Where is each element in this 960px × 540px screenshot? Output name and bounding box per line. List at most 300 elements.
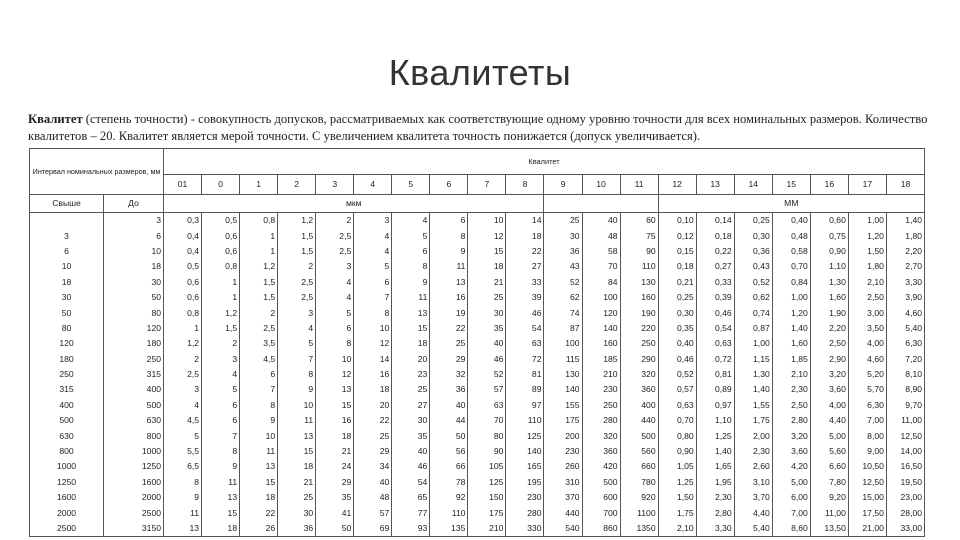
tolerance-value: 320 (582, 428, 620, 443)
tolerance-value: 10 (468, 213, 506, 229)
tolerance-value: 540 (544, 521, 582, 537)
tolerance-value: 0,52 (658, 367, 696, 382)
tolerance-value: 0,62 (734, 290, 772, 305)
tolerance-value: 11,00 (810, 505, 848, 520)
tolerance-value: 1,00 (772, 290, 810, 305)
tolerance-value: 84 (582, 275, 620, 290)
tolerance-value: 6 (240, 367, 278, 382)
tolerance-value: 18 (392, 336, 430, 351)
tolerance-value: 1,5 (278, 228, 316, 243)
tolerance-value: 175 (468, 505, 506, 520)
tolerance-value: 43 (544, 259, 582, 274)
tolerance-value: 4,60 (848, 352, 886, 367)
tolerance-value: 15 (202, 505, 240, 520)
tolerance-value: 4,40 (810, 413, 848, 428)
tolerance-value: 1,00 (734, 336, 772, 351)
tolerance-value: 15 (468, 244, 506, 259)
tolerance-value: 7 (278, 352, 316, 367)
tolerance-value: 5,20 (848, 367, 886, 382)
to-value: 800 (104, 428, 164, 443)
tolerance-value: 0,52 (734, 275, 772, 290)
tolerance-value: 24 (316, 459, 354, 474)
table-row (30, 428, 925, 443)
tolerance-value: 3,10 (734, 475, 772, 490)
tolerance-value: 2 (240, 305, 278, 320)
tolerance-value: 9,70 (886, 398, 924, 413)
tolerance-value: 105 (468, 459, 506, 474)
tolerance-value: 6,5 (164, 459, 202, 474)
tolerance-value: 13 (316, 382, 354, 397)
tolerance-value: 0,80 (658, 428, 696, 443)
tolerance-value: 0,40 (658, 336, 696, 351)
tolerance-value: 15 (278, 444, 316, 459)
tolerance-value: 0,22 (696, 244, 734, 259)
over-label: Свыше (30, 195, 104, 213)
tolerance-value: 3,50 (848, 321, 886, 336)
tolerance-value: 110 (430, 505, 468, 520)
tolerance-value: 0,25 (734, 213, 772, 229)
tolerance-value: 10 (354, 321, 392, 336)
tolerance-value: 250 (620, 336, 658, 351)
tolerance-value: 6 (392, 244, 430, 259)
tolerance-value: 4 (164, 398, 202, 413)
tolerance-value: 7 (354, 290, 392, 305)
tolerance-value: 5 (202, 382, 240, 397)
tolerance-value: 11 (240, 444, 278, 459)
tolerance-value: 0,70 (658, 413, 696, 428)
tolerance-value: 21 (468, 275, 506, 290)
tolerance-value: 1,75 (734, 413, 772, 428)
tolerance-value: 22 (354, 413, 392, 428)
tolerance-value: 6,60 (810, 459, 848, 474)
to-value: 3 (104, 213, 164, 229)
tolerance-value: 360 (620, 382, 658, 397)
tolerance-value: 330 (506, 521, 544, 537)
over-value: 18 (30, 275, 104, 290)
over-value: 3 (30, 228, 104, 243)
tolerance-value: 0,27 (696, 259, 734, 274)
tolerance-value: 3,90 (886, 290, 924, 305)
tolerance-value: 290 (620, 352, 658, 367)
tolerance-value: 155 (544, 398, 582, 413)
tolerance-value: 0,90 (810, 244, 848, 259)
tolerance-value: 16 (354, 367, 392, 382)
tolerance-value: 0,15 (658, 244, 696, 259)
tolerance-value: 28,00 (886, 505, 924, 520)
tolerance-value: 1,40 (772, 321, 810, 336)
tolerance-value: 4 (354, 228, 392, 243)
tolerance-value: 110 (620, 259, 658, 274)
tolerance-value: 52 (544, 275, 582, 290)
tolerance-value: 0,97 (696, 398, 734, 413)
tolerance-value: 5,40 (734, 521, 772, 537)
tolerance-value: 5 (392, 228, 430, 243)
tolerance-value: 7 (202, 428, 240, 443)
tolerance-value: 74 (544, 305, 582, 320)
tolerance-value: 125 (468, 475, 506, 490)
tolerance-value: 7,00 (772, 505, 810, 520)
qualitet-number: 5 (392, 175, 430, 195)
tolerance-value: 3,30 (886, 275, 924, 290)
to-value: 2000 (104, 490, 164, 505)
tolerance-value: 0,39 (696, 290, 734, 305)
tolerance-value: 2 (202, 336, 240, 351)
tolerance-value: 4 (278, 321, 316, 336)
tolerance-value: 0,3 (164, 213, 202, 229)
tolerance-value: 8 (278, 367, 316, 382)
unit-mm-label: ММ (658, 195, 924, 213)
qualitet-number: 3 (316, 175, 354, 195)
tolerance-value: 2,20 (886, 244, 924, 259)
tolerance-value: 3,30 (696, 521, 734, 537)
tolerance-value: 3,60 (772, 444, 810, 459)
qualitet-number: 6 (430, 175, 468, 195)
tolerance-value: 66 (430, 459, 468, 474)
tolerance-value: 165 (506, 459, 544, 474)
tolerance-value: 70 (582, 259, 620, 274)
tolerance-value: 15,00 (848, 490, 886, 505)
tolerance-value: 40 (468, 336, 506, 351)
tolerance-value: 0,8 (164, 305, 202, 320)
tolerance-value: 230 (544, 444, 582, 459)
tolerance-value: 18 (278, 459, 316, 474)
tolerance-value: 860 (582, 521, 620, 537)
tolerance-value: 4,00 (810, 398, 848, 413)
tolerance-value: 140 (544, 382, 582, 397)
tolerance-value: 16 (430, 290, 468, 305)
tolerance-value: 100 (544, 336, 582, 351)
tolerance-value: 135 (430, 521, 468, 537)
tolerance-value: 660 (620, 459, 658, 474)
tolerance-value: 30 (468, 305, 506, 320)
tolerance-value: 0,8 (240, 213, 278, 229)
tolerance-value: 6 (316, 321, 354, 336)
tolerance-value: 1,50 (658, 490, 696, 505)
tolerance-value: 6 (202, 413, 240, 428)
qualitet-number: 9 (544, 175, 582, 195)
description-term: Квалитет (28, 112, 83, 126)
tolerance-value: 5,60 (810, 444, 848, 459)
to-value: 6 (104, 228, 164, 243)
tolerance-table (29, 148, 925, 537)
tolerance-value: 8,10 (886, 367, 924, 382)
tolerance-value: 92 (430, 490, 468, 505)
tolerance-value: 210 (582, 367, 620, 382)
tolerance-value: 0,70 (772, 259, 810, 274)
tolerance-value: 2,70 (886, 259, 924, 274)
over-value: 400 (30, 398, 104, 413)
tolerance-value: 22 (430, 321, 468, 336)
tolerance-value: 89 (506, 382, 544, 397)
tolerance-value: 60 (620, 213, 658, 229)
tolerance-value: 5,40 (886, 321, 924, 336)
tolerance-value: 1,10 (696, 413, 734, 428)
tolerance-value: 4 (316, 290, 354, 305)
tolerance-value: 130 (544, 367, 582, 382)
tolerance-value: 2 (164, 352, 202, 367)
tolerance-value: 0,4 (164, 244, 202, 259)
qualitet-number: 18 (886, 175, 924, 195)
tolerance-value: 0,43 (734, 259, 772, 274)
tolerance-value: 0,58 (772, 244, 810, 259)
tolerance-value: 560 (620, 444, 658, 459)
tolerance-value: 21 (278, 475, 316, 490)
tolerance-value: 5 (354, 259, 392, 274)
tolerance-value: 56 (430, 444, 468, 459)
tolerance-value: 11 (430, 259, 468, 274)
over-value (30, 213, 104, 229)
qualitet-number: 01 (164, 175, 202, 195)
tolerance-value: 6 (354, 275, 392, 290)
tolerance-value: 4,5 (240, 352, 278, 367)
tolerance-value: 370 (544, 490, 582, 505)
to-value: 30 (104, 275, 164, 290)
tolerance-value: 27 (506, 259, 544, 274)
tolerance-value: 3,60 (810, 382, 848, 397)
tolerance-value: 1,2 (240, 259, 278, 274)
tolerance-value: 4 (354, 244, 392, 259)
qualitet-number: 2 (278, 175, 316, 195)
tolerance-value: 44 (430, 413, 468, 428)
tolerance-value: 190 (620, 305, 658, 320)
tolerance-value: 18 (506, 228, 544, 243)
tolerance-value: 600 (582, 490, 620, 505)
qualitet-number: 7 (468, 175, 506, 195)
tolerance-value: 5 (316, 305, 354, 320)
tolerance-value: 1,20 (772, 305, 810, 320)
tolerance-value: 1,40 (696, 444, 734, 459)
to-value: 630 (104, 413, 164, 428)
to-value: 1250 (104, 459, 164, 474)
tolerance-value: 21,00 (848, 521, 886, 537)
tolerance-value: 1,5 (240, 275, 278, 290)
tolerance-value: 0,8 (202, 259, 240, 274)
tolerance-value: 16,50 (886, 459, 924, 474)
tolerance-value: 310 (544, 475, 582, 490)
table-row (30, 305, 925, 320)
tolerance-value: 1,30 (734, 367, 772, 382)
tolerance-value: 250 (582, 398, 620, 413)
tolerance-value: 0,10 (658, 213, 696, 229)
tolerance-value: 150 (468, 490, 506, 505)
tolerance-value: 8 (392, 259, 430, 274)
tolerance-value: 0,30 (734, 228, 772, 243)
tolerance-value: 500 (620, 428, 658, 443)
tolerance-value: 185 (582, 352, 620, 367)
tolerance-value: 21 (316, 444, 354, 459)
tolerance-value: 1,85 (772, 352, 810, 367)
tolerance-value: 195 (506, 475, 544, 490)
tolerance-value: 1350 (620, 521, 658, 537)
tolerance-value: 120 (582, 305, 620, 320)
to-value: 400 (104, 382, 164, 397)
tolerance-value: 41 (316, 505, 354, 520)
tolerance-value: 1,15 (734, 352, 772, 367)
tolerance-value: 10 (278, 398, 316, 413)
tolerance-value: 1,2 (278, 213, 316, 229)
tolerance-value: 54 (392, 475, 430, 490)
tolerance-value: 3,20 (772, 428, 810, 443)
tolerance-value: 12 (468, 228, 506, 243)
tolerance-value: 0,74 (734, 305, 772, 320)
tolerance-value: 5,5 (164, 444, 202, 459)
tolerance-value: 13,50 (810, 521, 848, 537)
tolerance-value: 140 (506, 444, 544, 459)
table-row (30, 228, 925, 243)
tolerance-value: 2,5 (164, 367, 202, 382)
qualitet-number: 12 (658, 175, 696, 195)
tolerance-value: 33,00 (886, 521, 924, 537)
tolerance-value: 19 (430, 305, 468, 320)
table-row (30, 352, 925, 367)
tolerance-value: 11,00 (886, 413, 924, 428)
tolerance-value: 29 (354, 444, 392, 459)
table-row (30, 259, 925, 274)
tolerance-value: 2,80 (696, 505, 734, 520)
tolerance-value: 33 (506, 275, 544, 290)
tolerance-value: 3,70 (734, 490, 772, 505)
tolerance-value: 40 (354, 475, 392, 490)
to-label: До (104, 195, 164, 213)
tolerance-value: 29 (430, 352, 468, 367)
over-value: 180 (30, 352, 104, 367)
tolerance-value: 1,65 (696, 459, 734, 474)
tolerance-value: 10 (240, 428, 278, 443)
over-value: 500 (30, 413, 104, 428)
tolerance-value: 2 (278, 259, 316, 274)
to-value: 120 (104, 321, 164, 336)
tolerance-value: 69 (354, 521, 392, 537)
tolerance-value: 13 (278, 428, 316, 443)
tolerance-value: 30 (544, 228, 582, 243)
tolerance-value: 2,10 (772, 367, 810, 382)
tolerance-value: 50 (430, 428, 468, 443)
tolerance-value: 0,33 (696, 275, 734, 290)
tolerance-value: 5 (164, 428, 202, 443)
description-paragraph (28, 111, 938, 145)
over-value: 120 (30, 336, 104, 351)
tolerance-value: 81 (506, 367, 544, 382)
tolerance-value: 9 (202, 459, 240, 474)
to-value: 2500 (104, 505, 164, 520)
tolerance-value: 2,80 (772, 413, 810, 428)
qualitet-number: 11 (620, 175, 658, 195)
tolerance-value: 4,5 (164, 413, 202, 428)
tolerance-value: 1,80 (848, 259, 886, 274)
tolerance-value: 12 (354, 336, 392, 351)
tolerance-value: 35 (392, 428, 430, 443)
tolerance-value: 22 (240, 505, 278, 520)
to-value: 180 (104, 336, 164, 351)
tolerance-value: 0,21 (658, 275, 696, 290)
tolerance-value: 5,00 (772, 475, 810, 490)
tolerance-value: 1 (240, 228, 278, 243)
tolerance-value: 17,50 (848, 505, 886, 520)
description-text: (степень точности) - совокупность допусков, рассматриваемых как соответствующие одному уровню точности для всех номинальных размеров. Количество квалитетов – 20. Квалитет является мерой точности. С увеличением квалитета точность понижается (допуск увеличивается). (28, 112, 928, 143)
tolerance-value: 5 (278, 336, 316, 351)
tolerance-value: 19,50 (886, 475, 924, 490)
tolerance-value: 1,60 (810, 290, 848, 305)
unit-blank-cell (544, 195, 658, 213)
tolerance-value: 9,20 (810, 490, 848, 505)
over-value: 250 (30, 367, 104, 382)
over-value: 50 (30, 305, 104, 320)
tolerance-value: 1,5 (202, 321, 240, 336)
qualitet-header: Квалитет (164, 149, 925, 175)
tolerance-value: 78 (430, 475, 468, 490)
table-row (30, 244, 925, 259)
tolerance-value: 230 (506, 490, 544, 505)
tolerance-value: 15 (240, 475, 278, 490)
tolerance-value: 7 (240, 382, 278, 397)
tolerance-value: 32 (430, 367, 468, 382)
tolerance-value: 40 (582, 213, 620, 229)
tolerance-value: 9,00 (848, 444, 886, 459)
tolerance-value: 87 (544, 321, 582, 336)
tolerance-value: 63 (468, 398, 506, 413)
to-value: 3150 (104, 521, 164, 537)
tolerance-value: 0,35 (658, 321, 696, 336)
tolerance-value: 1,2 (202, 305, 240, 320)
tolerance-value: 3 (354, 213, 392, 229)
qualitet-numbers-row (30, 175, 925, 195)
tolerance-value: 4,20 (772, 459, 810, 474)
tolerance-value: 2,5 (316, 228, 354, 243)
tolerance-value: 0,81 (696, 367, 734, 382)
tolerance-value: 4,00 (848, 336, 886, 351)
tolerance-value: 2,30 (772, 382, 810, 397)
tolerance-value: 75 (620, 228, 658, 243)
tolerance-value: 97 (506, 398, 544, 413)
tolerance-value: 9 (278, 382, 316, 397)
tolerance-value: 14 (506, 213, 544, 229)
tolerance-value: 30 (278, 505, 316, 520)
tolerance-value: 2 (316, 213, 354, 229)
tolerance-value: 360 (582, 444, 620, 459)
over-value: 1250 (30, 475, 104, 490)
tolerance-value: 1,40 (734, 382, 772, 397)
tolerance-value: 46 (506, 305, 544, 320)
tolerance-value: 2,10 (848, 275, 886, 290)
tolerance-value: 100 (582, 290, 620, 305)
tolerance-value: 0,40 (772, 213, 810, 229)
tolerance-value: 77 (392, 505, 430, 520)
tolerance-value: 1 (202, 275, 240, 290)
tolerance-value: 39 (506, 290, 544, 305)
tolerance-value: 5,70 (848, 382, 886, 397)
tolerance-value: 50 (316, 521, 354, 537)
tolerance-value: 160 (620, 290, 658, 305)
over-value: 2000 (30, 505, 104, 520)
tolerance-value: 18 (354, 382, 392, 397)
tolerance-value: 0,63 (658, 398, 696, 413)
table-body (30, 213, 925, 537)
tolerance-value: 72 (506, 352, 544, 367)
tolerance-value: 4 (316, 275, 354, 290)
tolerance-value: 1100 (620, 505, 658, 520)
tolerance-value: 0,57 (658, 382, 696, 397)
qualitet-number: 4 (354, 175, 392, 195)
tolerance-value: 11 (392, 290, 430, 305)
tolerance-value: 280 (506, 505, 544, 520)
qualitet-number: 8 (506, 175, 544, 195)
tolerance-value: 230 (582, 382, 620, 397)
tolerance-value: 0,36 (734, 244, 772, 259)
tolerance-value: 280 (582, 413, 620, 428)
tolerance-value: 0,48 (772, 228, 810, 243)
table-row (30, 290, 925, 305)
tolerance-value: 13 (202, 490, 240, 505)
